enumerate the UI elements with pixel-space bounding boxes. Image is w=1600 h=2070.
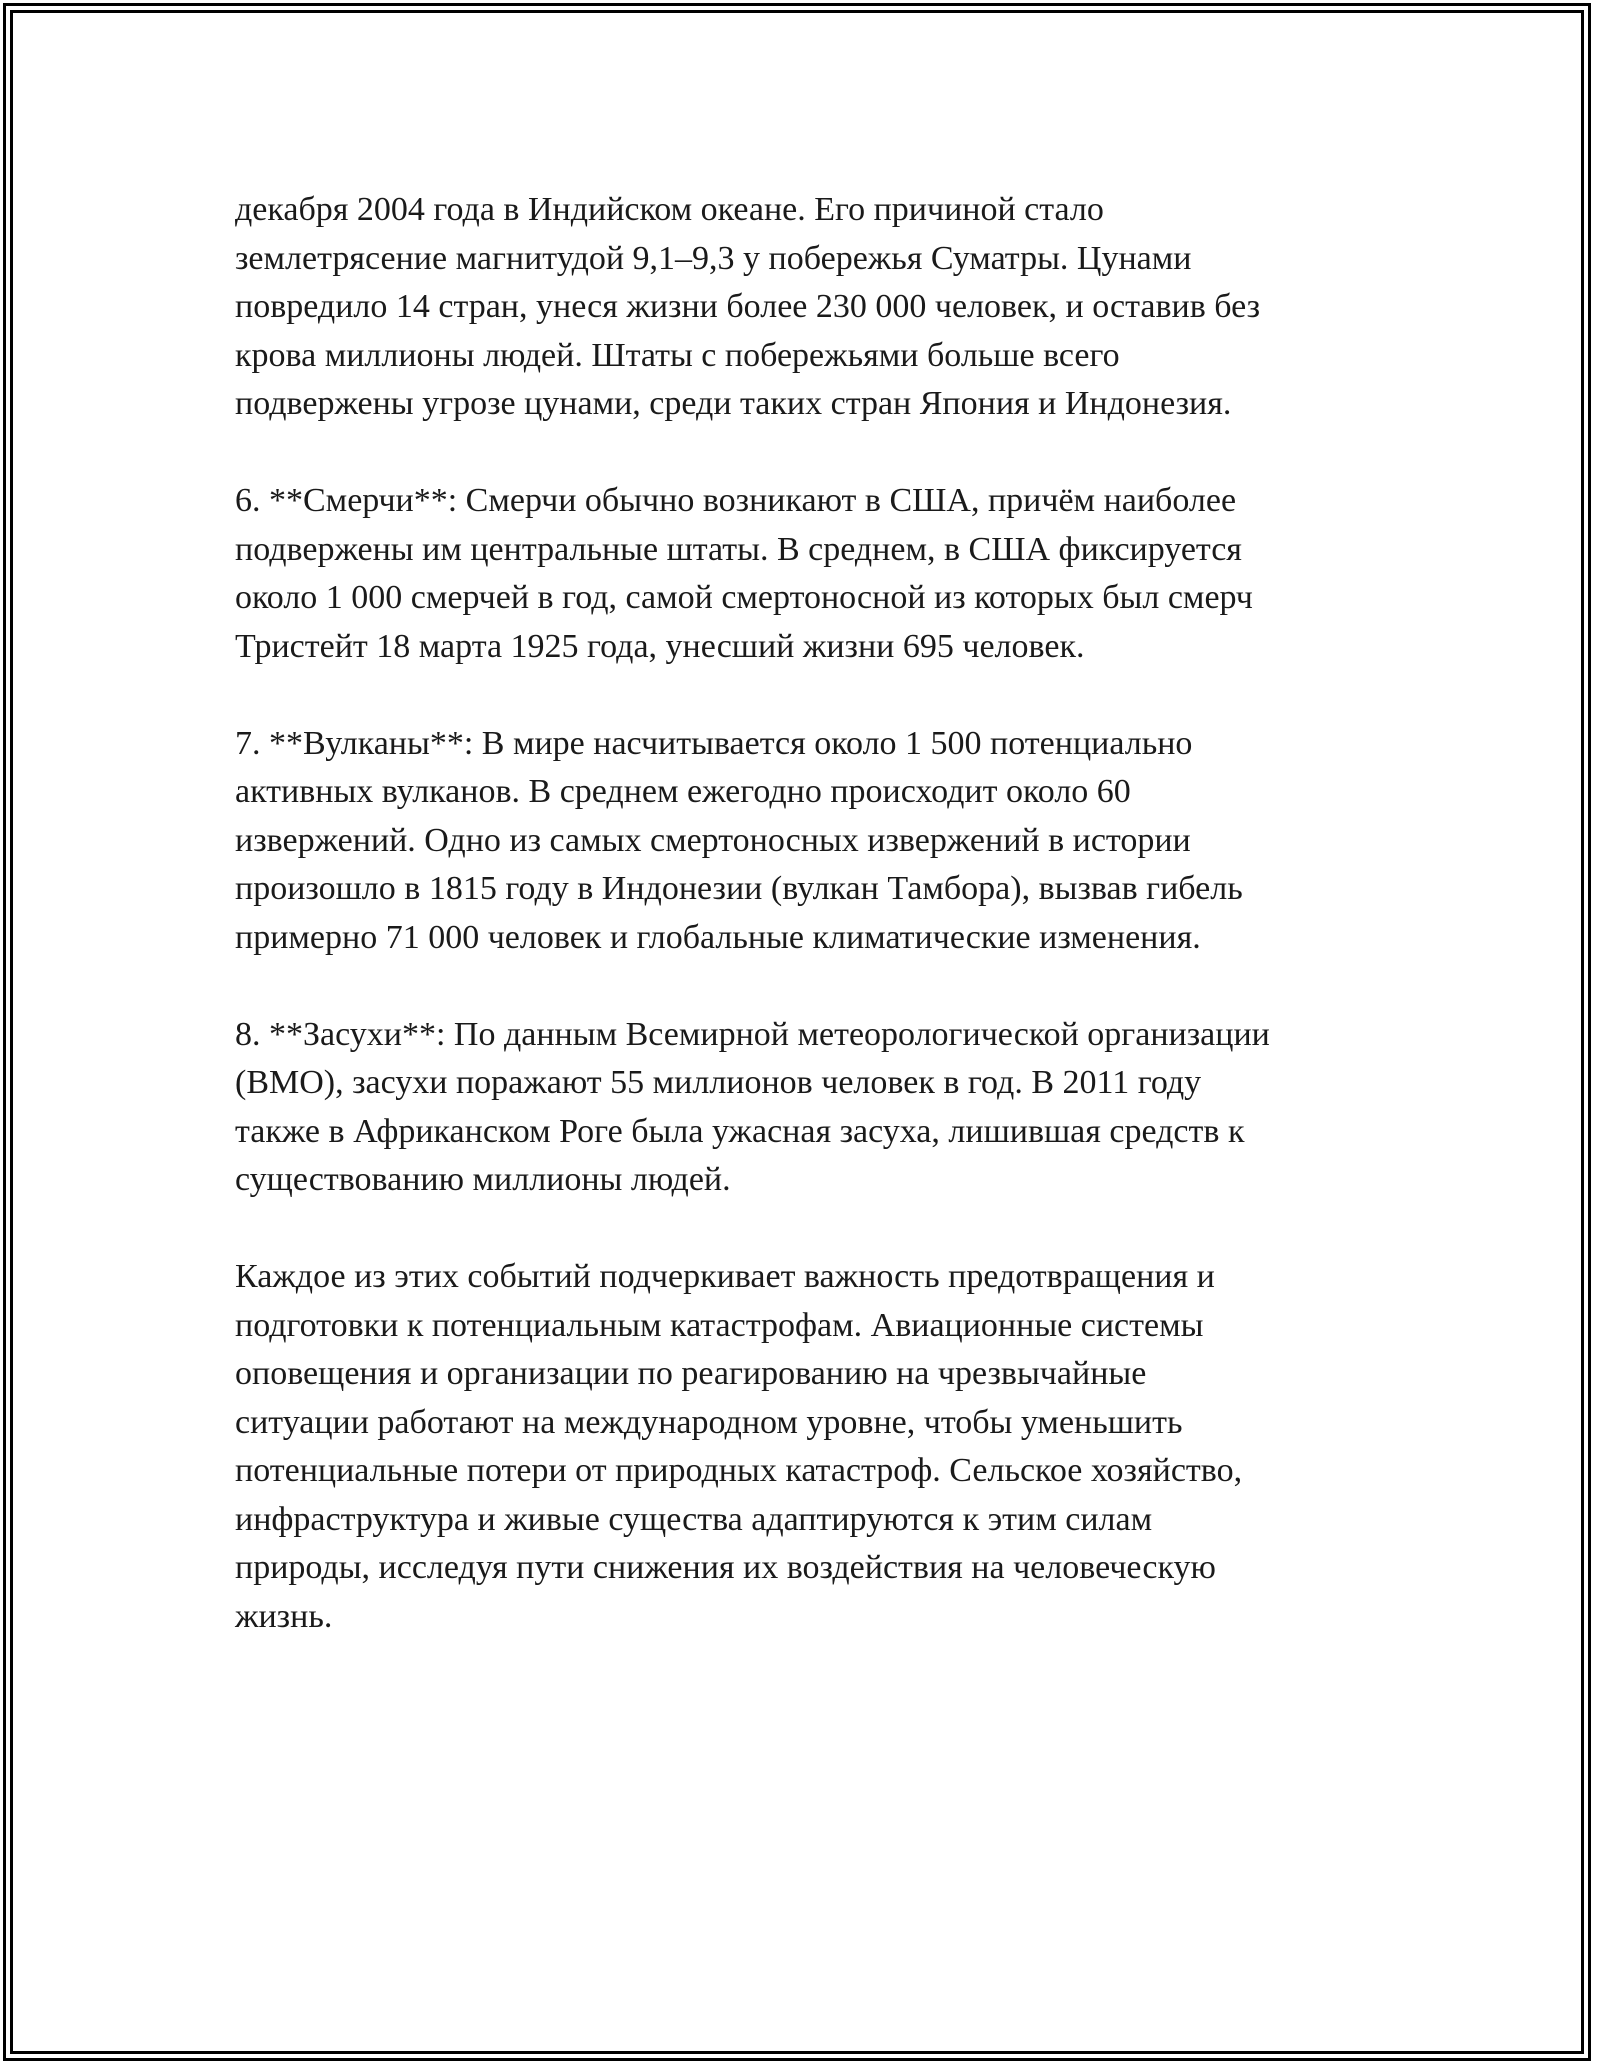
text-line: (ВМО), засухи поражают 55 миллионов человек в год. В 2011 году (235, 1064, 1202, 1101)
text-line: подвержены угрозе цунами, среди таких стран Япония и Индонезия. (235, 385, 1232, 422)
paragraph-tsunami (235, 186, 1365, 429)
text-line: существованию миллионы людей. (235, 1161, 731, 1198)
text-line: Тристейт 18 марта 1925 года, унесший жизни 695 человек. (235, 627, 1085, 665)
text-line: декабря 2004 года в Индийском океане. Его причиной стало (235, 191, 1104, 228)
text-line: природы, исследуя пути снижения их воздействия на человеческую (235, 1549, 1216, 1586)
document-body (235, 186, 1365, 1641)
text-line: подвержены им центральные штаты. В среднем, в США фиксируется (235, 530, 1242, 568)
paragraph-volcanoes (235, 720, 1365, 963)
text-line: около 1 000 смерчей в год, самой смертоносной из которых был смерч (235, 579, 1253, 616)
text-line: произошло в 1815 году в Индонезии (вулкан Тамбора), вызвав гибель (235, 870, 1243, 907)
paragraph-gap (235, 962, 1365, 1011)
paragraph-gap (235, 671, 1365, 720)
text-line: оповещения и организации по реагированию на чрезвычайные (235, 1355, 1147, 1392)
paragraph-gap (235, 429, 1365, 478)
paragraph-conclusion (235, 1253, 1365, 1641)
text-line: активных вулканов. В среднем ежегодно происходит около 60 (235, 773, 1131, 810)
paragraph-gap (235, 1205, 1365, 1254)
paragraph-droughts (235, 1011, 1365, 1205)
text-line: примерно 71 000 человек и глобальные климатические изменения. (235, 918, 1201, 956)
text-line: 6. **Смерчи**: Смерчи обычно возникают в США, причём наиболее (235, 482, 1237, 519)
text-line: извержений. Одно из самых смертоносных извержений в истории (235, 821, 1191, 859)
text-line: инфраструктура и живые существа адаптируются к этим силам (235, 1500, 1153, 1538)
text-line: 8. **Засухи**: По данным Всемирной метеорологической организации (235, 1015, 1270, 1053)
text-line: потенциальные потери от природных катастроф. Сельское хозяйство, (235, 1452, 1243, 1489)
text-line: жизнь. (235, 1597, 333, 1635)
text-line: также в Африканском Роге была ужасная засуха, лишившая средств к (235, 1112, 1245, 1150)
text-line: крова миллионы людей. Штаты с побережьями больше всего (235, 336, 1120, 374)
text-line: подготовки к потенциальным катастрофам. Авиационные системы (235, 1306, 1204, 1344)
text-line: повредило 14 стран, унеся жизни более 230 000 человек, и оставив без (235, 288, 1261, 325)
text-line: Каждое из этих событий подчеркивает важность предотвращения и (235, 1258, 1215, 1295)
text-line: ситуации работают на международном уровне, чтобы уменьшить (235, 1403, 1183, 1441)
text-line: 7. **Вулканы**: В мире насчитывается около 1 500 потенциально (235, 724, 1193, 762)
paragraph-tornadoes (235, 477, 1365, 671)
text-line: землетрясение магнитудой 9,1–9,3 у побережья Суматры. Цунами (235, 239, 1192, 277)
